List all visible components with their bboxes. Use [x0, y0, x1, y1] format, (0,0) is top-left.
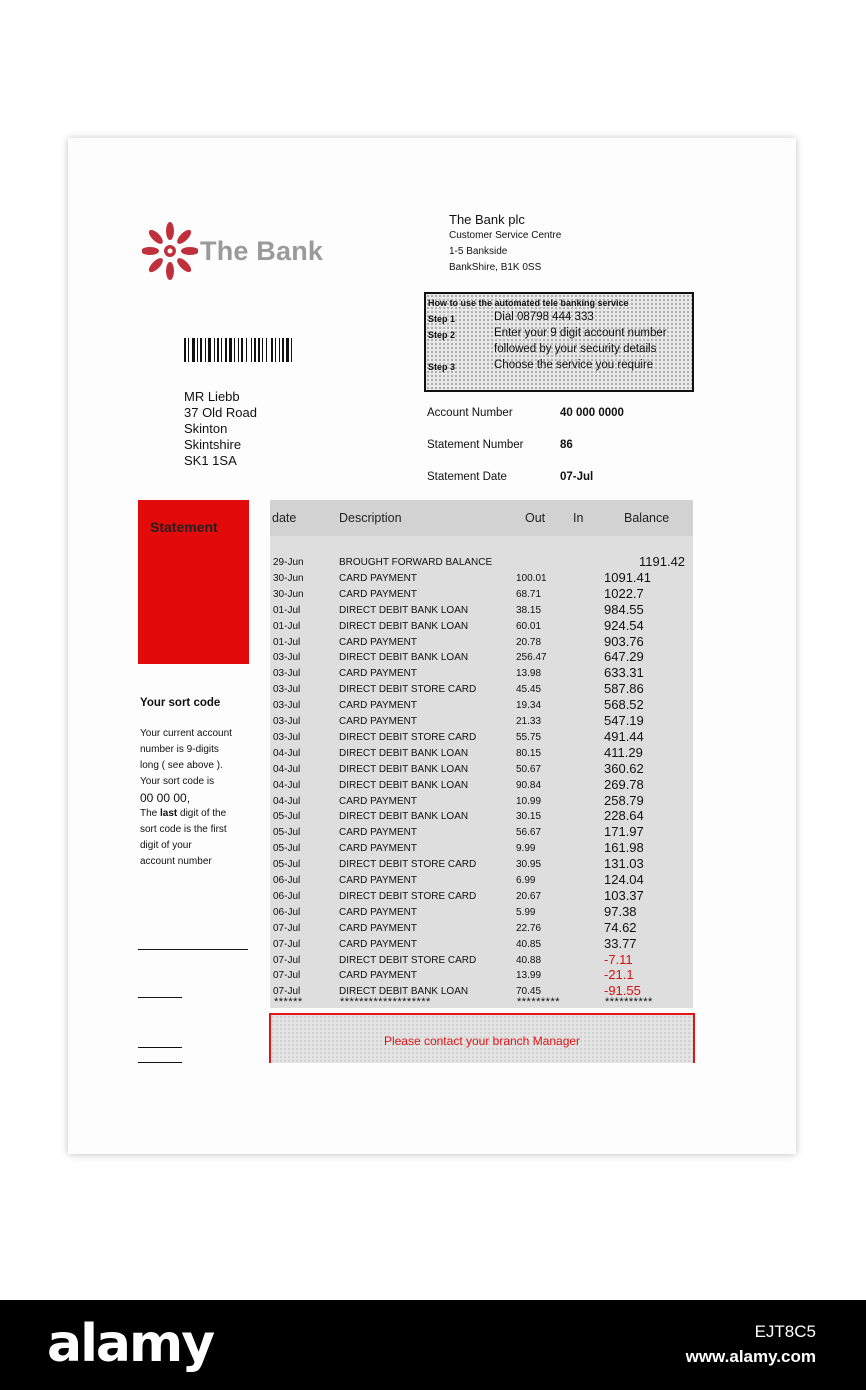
row-balance: 258.79	[604, 792, 644, 808]
row-out: 50.67	[516, 763, 542, 775]
row-balance: 124.04	[604, 872, 644, 887]
row-description: CARD PAYMENT	[339, 588, 417, 600]
row-out: 45.45	[516, 684, 542, 696]
customer-address-line: 37 Old Road	[184, 405, 257, 420]
row-out: 10.99	[516, 795, 542, 807]
table-row	[270, 682, 693, 698]
bank-address-line: Customer Service Centre	[449, 230, 562, 241]
sort-code-line: long ( see above ).	[140, 760, 223, 771]
row-description: CARD PAYMENT	[339, 827, 417, 839]
table-row	[270, 778, 693, 794]
table-row	[270, 619, 693, 635]
barcode-bar	[279, 338, 280, 362]
step-text: Dial 08798 444 333	[494, 311, 594, 323]
barcode-bar	[258, 338, 260, 362]
statement-date: 07-Jul	[560, 471, 594, 483]
barcode-bar	[208, 338, 211, 362]
row-date: 03-Jul	[273, 652, 301, 664]
row-description: CARD PAYMENT	[339, 843, 417, 855]
header-description: Description	[339, 511, 402, 525]
row-date: 07-Jul	[273, 938, 301, 950]
row-description: DIRECT DEBIT BANK LOAN	[339, 747, 469, 759]
row-description: DIRECT DEBIT STORE CARD	[339, 954, 477, 966]
table-row	[270, 746, 693, 762]
sort-code-line	[140, 806, 250, 822]
row-out: 38.15	[516, 604, 542, 616]
header-in: In	[573, 511, 584, 525]
barcode-bar	[192, 338, 195, 362]
row-balance: 228.64	[604, 808, 644, 824]
row-balance: 161.98	[604, 840, 644, 856]
row-out: 68.71	[516, 588, 542, 600]
customer-address-line: Skinton	[184, 421, 228, 436]
table-row	[270, 841, 693, 857]
row-description: CARD PAYMENT	[339, 875, 417, 886]
row-date: 30-Jun	[273, 572, 304, 584]
row-out: 80.15	[516, 747, 542, 759]
table-row	[270, 809, 693, 825]
footer-brand: alamy	[47, 1314, 214, 1374]
row-balance: 547.19	[604, 713, 644, 728]
signature-line	[138, 949, 248, 950]
row-balance: 33.77	[604, 935, 637, 951]
transactions-table	[270, 500, 693, 1008]
row-balance: 1091.41	[604, 569, 651, 585]
sort-code-line: digit of your	[140, 840, 192, 851]
statement-banner	[138, 500, 249, 664]
row-description: CARD PAYMENT	[339, 636, 417, 648]
sort-code-line: Your current account	[140, 728, 232, 739]
step-label: Step 2	[428, 330, 456, 340]
row-out: 20.78	[516, 636, 542, 648]
bank-name: The Bank plc	[449, 212, 525, 227]
row-balance: 411.29	[604, 744, 643, 760]
row-out: 6.99	[516, 875, 536, 886]
barcode-bar	[197, 338, 198, 362]
notice-text: Please contact your branch Manager	[383, 1034, 581, 1048]
row-description: DIRECT DEBIT BANK LOAN	[339, 779, 469, 791]
stars-out: *********	[517, 996, 561, 1008]
customer-address	[184, 389, 257, 469]
row-out: 20.67	[516, 890, 542, 902]
barcode-bar	[246, 338, 247, 362]
barcode-bar	[214, 338, 215, 362]
row-date: 04-Jul	[273, 795, 301, 807]
bank-address	[449, 212, 561, 276]
barcode-bar	[241, 338, 243, 362]
sort-code-explanation	[140, 726, 250, 870]
row-date: 01-Jul	[273, 620, 301, 632]
customer-name: MR Liebb	[184, 389, 240, 404]
barcode-bar	[205, 338, 206, 362]
row-description: DIRECT DEBIT BANK LOAN	[339, 763, 469, 775]
table-row	[270, 730, 693, 746]
row-description: CARD PAYMENT	[339, 700, 417, 712]
logo-text: The Bank	[200, 235, 324, 266]
row-date: 05-Jul	[273, 827, 301, 839]
table-row	[270, 635, 693, 651]
header-out: Out	[525, 511, 546, 525]
sort-code-line: Your sort code is	[140, 776, 215, 787]
table-header	[270, 500, 693, 536]
row-out: 30.95	[516, 859, 542, 871]
row-date: 03-Jul	[273, 684, 301, 696]
row-balance: 360.62	[604, 760, 644, 776]
table-row	[270, 650, 693, 666]
barcode-bar	[188, 338, 189, 362]
row-description: DIRECT DEBIT BANK LOAN	[339, 620, 469, 632]
row-out: 60.01	[516, 620, 542, 632]
notice-box	[269, 1013, 695, 1063]
row-date: 05-Jul	[273, 859, 301, 871]
signature-line	[138, 997, 182, 998]
sort-code-value: 00 00 00,	[140, 791, 191, 805]
sort-code-heading: Your sort code	[140, 697, 221, 709]
sort-code-text: digit of the	[177, 808, 227, 819]
row-balance: 903.76	[604, 633, 644, 649]
barcode-bar	[225, 338, 227, 362]
barcode-bar	[251, 338, 252, 362]
footer-url: www.alamy.com	[685, 1347, 816, 1366]
footer-image-code: EJT8C5	[754, 1322, 816, 1341]
barcode-bar	[271, 338, 273, 362]
row-description: CARD PAYMENT	[339, 938, 417, 950]
row-date: 03-Jul	[273, 700, 301, 712]
row-out: 19.34	[516, 700, 542, 712]
row-balance: 1022.7	[604, 585, 644, 601]
barcode-bar	[291, 338, 292, 362]
row-description: DIRECT DEBIT BANK LOAN	[339, 986, 469, 998]
row-out: 55.75	[516, 731, 542, 743]
barcode-bar	[217, 338, 219, 362]
row-description: CARD PAYMENT	[339, 572, 417, 584]
row-balance: 924.54	[604, 617, 644, 633]
sort-code-emphasis: last	[160, 808, 178, 819]
telebanking-title: How to use the automated tele banking service	[428, 298, 629, 308]
table-row	[270, 953, 693, 969]
row-description: CARD PAYMENT	[339, 716, 417, 727]
barcode-bar	[266, 338, 267, 362]
row-out: 40.85	[516, 938, 542, 950]
barcode-bar	[238, 338, 239, 362]
statement-date-label: Statement Date	[427, 471, 507, 483]
signature-line	[138, 1047, 182, 1048]
row-date: 06-Jul	[273, 906, 301, 918]
row-description: DIRECT DEBIT STORE CARD	[339, 890, 477, 902]
row-balance: 647.29	[604, 649, 644, 665]
statement-label: Statement	[150, 519, 218, 535]
step-text: followed by your security details	[494, 343, 657, 355]
row-balance: 491.44	[604, 728, 644, 744]
step-text: Enter your 9 digit account number	[494, 327, 667, 339]
row-date: 01-Jul	[273, 636, 301, 648]
row-date: 05-Jul	[273, 843, 301, 855]
row-out: 30.15	[516, 811, 542, 823]
table-row	[270, 587, 693, 603]
table-row	[270, 666, 693, 682]
row-balance: 97.38	[604, 903, 637, 919]
table-row	[270, 857, 693, 873]
row-date: 04-Jul	[273, 747, 301, 759]
stars-date: ******	[274, 996, 303, 1008]
row-description: DIRECT DEBIT BANK LOAN	[339, 652, 469, 664]
account-number: 40 000 0000	[560, 407, 624, 419]
row-date: 07-Jul	[273, 986, 301, 998]
table-row	[270, 905, 693, 921]
bank-address-line: 1-5 Bankside	[449, 246, 508, 257]
row-out: 21.33	[516, 716, 542, 727]
row-date: 07-Jul	[273, 970, 301, 982]
header-balance: Balance	[624, 511, 670, 525]
statement-number: 86	[560, 439, 573, 451]
row-date: 03-Jul	[273, 668, 301, 680]
row-description: DIRECT DEBIT STORE CARD	[339, 859, 477, 871]
row-date: 05-Jul	[273, 811, 301, 823]
bank-address-line: BankShire, B1K 0SS	[449, 262, 542, 273]
table-row	[270, 762, 693, 778]
table-row	[270, 921, 693, 937]
barcode-bar	[282, 338, 284, 362]
row-date: 03-Jul	[273, 716, 301, 727]
row-out: 22.76	[516, 922, 542, 934]
statement-number-label: Statement Number	[427, 439, 524, 451]
signature-line	[138, 1062, 182, 1063]
table-row	[270, 873, 693, 889]
table-row	[270, 698, 693, 714]
row-balance: -7.11	[604, 951, 633, 967]
row-balance: 1191.42	[639, 554, 686, 569]
row-date: 06-Jul	[273, 875, 301, 886]
row-description: CARD PAYMENT	[339, 906, 417, 918]
row-date: 04-Jul	[273, 763, 301, 775]
row-date: 29-Jun	[273, 557, 304, 568]
row-description: CARD PAYMENT	[339, 922, 417, 934]
row-date: 03-Jul	[273, 731, 301, 743]
row-balance: 984.55	[604, 601, 644, 617]
barcode-bar	[229, 338, 232, 362]
barcode-bar	[262, 338, 263, 362]
row-date: 30-Jun	[273, 588, 304, 600]
account-number-label: Account Number	[427, 407, 513, 419]
row-out: 256.47	[516, 652, 547, 664]
step-label: Step 3	[428, 362, 456, 372]
table-row	[270, 603, 693, 619]
row-balance: 633.31	[604, 665, 644, 681]
row-balance: 103.37	[604, 887, 644, 903]
row-balance: 74.62	[604, 919, 637, 935]
stars-description: *******************	[340, 996, 431, 1008]
barcode-bar	[221, 338, 222, 362]
customer-postcode: SK1 1SA	[184, 453, 237, 468]
table-row	[270, 555, 693, 571]
stars-balance: **********	[605, 996, 653, 1008]
row-out: 5.99	[516, 906, 536, 918]
flower-logo-icon	[142, 216, 198, 286]
barcode	[184, 338, 336, 362]
row-description: BROUGHT FORWARD BALANCE	[339, 557, 493, 568]
row-out: 40.88	[516, 954, 542, 966]
row-out: 13.99	[516, 970, 542, 982]
row-out: 100.01	[516, 572, 547, 584]
table-row	[270, 825, 693, 841]
row-balance: 587.86	[604, 681, 644, 697]
row-description: DIRECT DEBIT BANK LOAN	[339, 604, 469, 616]
row-date: 07-Jul	[273, 922, 301, 934]
table-row	[270, 714, 693, 730]
sort-code-line: account number	[140, 856, 212, 867]
row-out: 90.84	[516, 779, 542, 791]
step-text: Choose the service you require	[494, 359, 654, 371]
row-out: 70.45	[516, 986, 542, 998]
row-balance: -21.1	[604, 967, 634, 983]
row-description: CARD PAYMENT	[339, 668, 417, 680]
row-date: 06-Jul	[273, 890, 301, 902]
header-date: date	[272, 511, 297, 525]
row-balance: 131.03	[604, 856, 644, 872]
row-balance: -91.55	[604, 983, 641, 999]
footer-bar	[0, 1300, 866, 1390]
table-row	[270, 571, 693, 587]
row-out: 56.67	[516, 827, 542, 839]
barcode-bar	[275, 338, 276, 362]
customer-address-line: Skintshire	[184, 437, 242, 452]
table-row	[270, 968, 693, 984]
sort-code-line: sort code is the first	[140, 824, 227, 835]
sort-code-text: The	[140, 808, 161, 819]
table-row	[270, 794, 693, 810]
row-out: 9.99	[516, 843, 536, 855]
table-row	[270, 937, 693, 953]
barcode-bar	[200, 338, 202, 362]
row-description: CARD PAYMENT	[339, 970, 417, 982]
row-description: DIRECT DEBIT STORE CARD	[339, 731, 477, 743]
row-description: DIRECT DEBIT STORE CARD	[339, 684, 477, 696]
row-balance: 568.52	[604, 697, 644, 713]
row-balance: 269.78	[604, 776, 644, 792]
barcode-bar	[184, 338, 186, 362]
row-date: 07-Jul	[273, 954, 301, 966]
barcode-bar	[254, 338, 256, 362]
row-out: 13.98	[516, 668, 542, 680]
row-description: CARD PAYMENT	[339, 795, 417, 807]
row-date: 01-Jul	[273, 604, 301, 616]
step-label: Step 1	[428, 314, 456, 324]
row-balance: 171.97	[604, 824, 644, 840]
barcode-bar	[286, 338, 289, 362]
table-row	[270, 889, 693, 905]
telebanking-box	[424, 292, 694, 392]
row-description: DIRECT DEBIT BANK LOAN	[339, 811, 469, 823]
row-date: 04-Jul	[273, 779, 301, 791]
sort-code-line: number is 9-digits	[140, 744, 219, 755]
barcode-bar	[234, 338, 235, 362]
bank-logo	[142, 216, 323, 286]
